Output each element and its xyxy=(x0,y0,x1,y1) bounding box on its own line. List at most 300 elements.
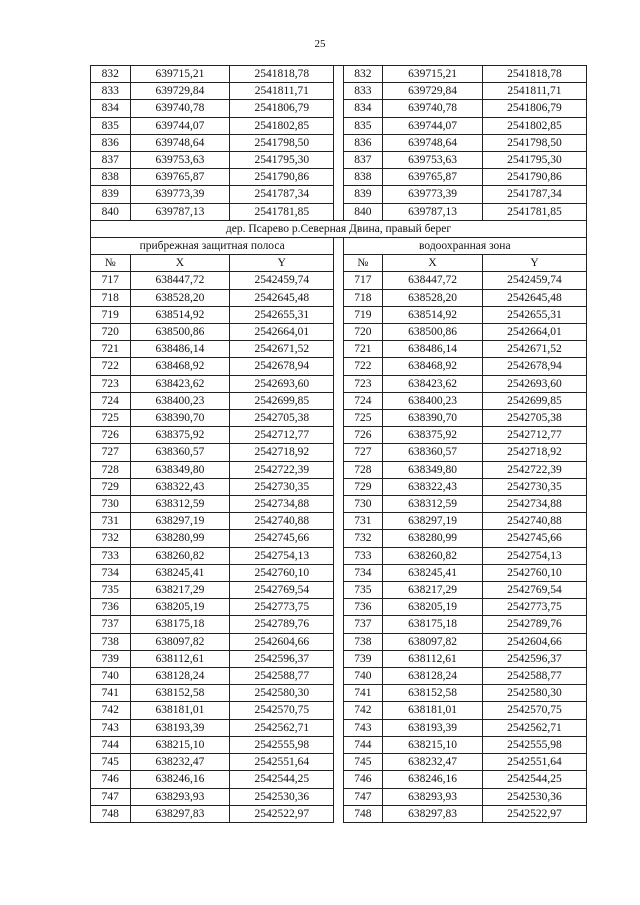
table-row xyxy=(91,805,587,822)
point-number-right: 839 xyxy=(343,186,383,203)
column-gap xyxy=(334,685,343,702)
y-coordinate-left: 2542570,75 xyxy=(230,702,334,719)
y-coordinate-left: 2542678,94 xyxy=(230,358,334,375)
x-coordinate-left: 638260,82 xyxy=(130,547,230,564)
right-section-label: водоохранная зона xyxy=(343,238,586,255)
table-row xyxy=(91,616,587,633)
x-coordinate-left: 638215,10 xyxy=(130,736,230,753)
y-coordinate-right: 2542655,31 xyxy=(482,306,586,323)
y-coordinate-right: 2542678,94 xyxy=(482,358,586,375)
header-num-left: № xyxy=(91,255,131,272)
x-coordinate-left: 638390,70 xyxy=(130,410,230,427)
y-coordinate-left: 2542459,74 xyxy=(230,272,334,289)
table-row xyxy=(91,169,587,186)
x-coordinate-right: 638260,82 xyxy=(383,547,483,564)
y-coordinate-right: 2542705,38 xyxy=(482,410,586,427)
y-coordinate-right: 2542730,35 xyxy=(482,478,586,495)
column-gap xyxy=(334,650,343,667)
x-coordinate-right: 638181,01 xyxy=(383,702,483,719)
x-coordinate-left: 638360,57 xyxy=(130,444,230,461)
x-coordinate-left: 639753,63 xyxy=(130,152,230,169)
x-coordinate-right: 638232,47 xyxy=(383,754,483,771)
y-coordinate-left: 2542664,01 xyxy=(230,324,334,341)
table-row xyxy=(91,788,587,805)
y-coordinate-right: 2542699,85 xyxy=(482,392,586,409)
x-coordinate-right: 638312,59 xyxy=(383,496,483,513)
column-gap xyxy=(334,547,343,564)
point-number-right: 736 xyxy=(343,599,383,616)
y-coordinate-right: 2541798,50 xyxy=(482,134,586,151)
point-number-right: 720 xyxy=(343,324,383,341)
x-coordinate-left: 639765,87 xyxy=(130,169,230,186)
y-coordinate-right: 2542769,54 xyxy=(482,582,586,599)
x-coordinate-right: 638423,62 xyxy=(383,375,483,392)
point-number-right: 832 xyxy=(343,66,383,83)
point-number-left: 839 xyxy=(91,186,131,203)
header-x-left: X xyxy=(130,255,230,272)
point-number-right: 734 xyxy=(343,564,383,581)
y-coordinate-left: 2542699,85 xyxy=(230,392,334,409)
y-coordinate-right: 2542551,64 xyxy=(482,754,586,771)
table-row xyxy=(91,685,587,702)
x-coordinate-right: 638400,23 xyxy=(383,392,483,409)
table-row xyxy=(91,736,587,753)
x-coordinate-right: 639773,39 xyxy=(383,186,483,203)
column-gap xyxy=(334,306,343,323)
x-coordinate-left: 639787,13 xyxy=(130,203,230,220)
coordinates-table xyxy=(90,65,587,823)
table-row xyxy=(91,117,587,134)
point-number-right: 836 xyxy=(343,134,383,151)
y-coordinate-left: 2542544,25 xyxy=(230,771,334,788)
point-number-left: 742 xyxy=(91,702,131,719)
column-gap xyxy=(334,719,343,736)
coordinates-sheet xyxy=(90,65,587,823)
x-coordinate-right: 638293,93 xyxy=(383,788,483,805)
table-row xyxy=(91,83,587,100)
column-gap xyxy=(334,427,343,444)
point-number-left: 743 xyxy=(91,719,131,736)
x-coordinate-left: 638514,92 xyxy=(130,306,230,323)
table-row xyxy=(91,771,587,788)
x-coordinate-left: 638205,19 xyxy=(130,599,230,616)
point-number-left: 717 xyxy=(91,272,131,289)
point-number-right: 719 xyxy=(343,306,383,323)
point-number-right: 718 xyxy=(343,289,383,306)
point-number-right: 740 xyxy=(343,668,383,685)
page-number: 25 xyxy=(314,38,326,50)
point-number-right: 742 xyxy=(343,702,383,719)
point-number-right: 745 xyxy=(343,754,383,771)
point-number-right: 725 xyxy=(343,410,383,427)
point-number-right: 840 xyxy=(343,203,383,220)
x-coordinate-right: 638297,83 xyxy=(383,805,483,822)
y-coordinate-right: 2542754,13 xyxy=(482,547,586,564)
y-coordinate-right: 2542580,30 xyxy=(482,685,586,702)
y-coordinate-right: 2542555,98 xyxy=(482,736,586,753)
y-coordinate-right: 2542740,88 xyxy=(482,513,586,530)
point-number-left: 722 xyxy=(91,358,131,375)
left-section-label: прибрежная защитная полоса xyxy=(91,238,334,255)
x-coordinate-left: 639744,07 xyxy=(130,117,230,134)
y-coordinate-right: 2542789,76 xyxy=(482,616,586,633)
column-gap xyxy=(334,788,343,805)
y-coordinate-right: 2541818,78 xyxy=(482,66,586,83)
point-number-left: 832 xyxy=(91,66,131,83)
y-coordinate-left: 2542712,77 xyxy=(230,427,334,444)
column-gap xyxy=(334,599,343,616)
point-number-left: 748 xyxy=(91,805,131,822)
column-gap xyxy=(334,564,343,581)
point-number-right: 739 xyxy=(343,650,383,667)
x-coordinate-right: 639740,78 xyxy=(383,100,483,117)
point-number-left: 735 xyxy=(91,582,131,599)
x-coordinate-right: 638514,92 xyxy=(383,306,483,323)
header-num-right: № xyxy=(343,255,383,272)
y-coordinate-right: 2542562,71 xyxy=(482,719,586,736)
y-coordinate-left: 2542604,66 xyxy=(230,633,334,650)
column-gap xyxy=(334,702,343,719)
y-coordinate-right: 2542718,92 xyxy=(482,444,586,461)
table-row xyxy=(91,186,587,203)
y-coordinate-left: 2542718,92 xyxy=(230,444,334,461)
x-coordinate-left: 638528,20 xyxy=(130,289,230,306)
table-row xyxy=(91,324,587,341)
point-number-left: 730 xyxy=(91,496,131,513)
section-header xyxy=(91,220,587,272)
x-coordinate-left: 638297,19 xyxy=(130,513,230,530)
point-number-right: 726 xyxy=(343,427,383,444)
column-gap xyxy=(334,100,343,117)
y-coordinate-left: 2541806,79 xyxy=(230,100,334,117)
y-coordinate-left: 2542705,38 xyxy=(230,410,334,427)
table-row xyxy=(91,513,587,530)
column-gap xyxy=(334,668,343,685)
x-coordinate-left: 638217,29 xyxy=(130,582,230,599)
column-gap xyxy=(334,633,343,650)
column-gap xyxy=(334,461,343,478)
y-coordinate-left: 2542588,77 xyxy=(230,668,334,685)
x-coordinate-left: 638468,92 xyxy=(130,358,230,375)
table-row xyxy=(91,134,587,151)
x-coordinate-right: 638112,61 xyxy=(383,650,483,667)
x-coordinate-left: 638293,93 xyxy=(130,788,230,805)
point-number-right: 744 xyxy=(343,736,383,753)
point-number-left: 718 xyxy=(91,289,131,306)
y-coordinate-left: 2541818,78 xyxy=(230,66,334,83)
table-row xyxy=(91,66,587,83)
point-number-right: 838 xyxy=(343,169,383,186)
x-coordinate-right: 638205,19 xyxy=(383,599,483,616)
point-number-right: 743 xyxy=(343,719,383,736)
y-coordinate-right: 2542570,75 xyxy=(482,702,586,719)
point-number-left: 838 xyxy=(91,169,131,186)
column-gap xyxy=(334,805,343,822)
x-coordinate-left: 638312,59 xyxy=(130,496,230,513)
y-coordinate-left: 2542555,98 xyxy=(230,736,334,753)
column-gap xyxy=(334,375,343,392)
y-coordinate-left: 2542760,10 xyxy=(230,564,334,581)
x-coordinate-right: 638528,20 xyxy=(383,289,483,306)
y-coordinate-right: 2542459,74 xyxy=(482,272,586,289)
y-coordinate-left: 2542693,60 xyxy=(230,375,334,392)
header-x-right: X xyxy=(383,255,483,272)
column-gap xyxy=(334,341,343,358)
y-coordinate-right: 2542596,37 xyxy=(482,650,586,667)
table-row xyxy=(91,341,587,358)
y-coordinate-left: 2541787,34 xyxy=(230,186,334,203)
x-coordinate-left: 638400,23 xyxy=(130,392,230,409)
bottom-rows xyxy=(91,272,587,823)
point-number-left: 731 xyxy=(91,513,131,530)
x-coordinate-left: 639729,84 xyxy=(130,83,230,100)
point-number-left: 837 xyxy=(91,152,131,169)
y-coordinate-right: 2542712,77 xyxy=(482,427,586,444)
x-coordinate-left: 638322,43 xyxy=(130,478,230,495)
column-gap xyxy=(334,238,343,255)
y-coordinate-left: 2542730,35 xyxy=(230,478,334,495)
x-coordinate-right: 639748,64 xyxy=(383,134,483,151)
point-number-right: 748 xyxy=(343,805,383,822)
x-coordinate-right: 638175,18 xyxy=(383,616,483,633)
table-row xyxy=(91,582,587,599)
point-number-right: 728 xyxy=(343,461,383,478)
table-row xyxy=(91,564,587,581)
table-row xyxy=(91,668,587,685)
column-gap xyxy=(334,152,343,169)
y-coordinate-right: 2541802,85 xyxy=(482,117,586,134)
x-coordinate-left: 639773,39 xyxy=(130,186,230,203)
column-gap xyxy=(334,410,343,427)
point-number-left: 835 xyxy=(91,117,131,134)
x-coordinate-left: 638447,72 xyxy=(130,272,230,289)
table-row xyxy=(91,754,587,771)
x-coordinate-right: 638097,82 xyxy=(383,633,483,650)
point-number-right: 723 xyxy=(343,375,383,392)
point-number-left: 733 xyxy=(91,547,131,564)
point-number-left: 745 xyxy=(91,754,131,771)
column-gap xyxy=(334,186,343,203)
x-coordinate-right: 638217,29 xyxy=(383,582,483,599)
point-number-right: 724 xyxy=(343,392,383,409)
point-number-left: 740 xyxy=(91,668,131,685)
y-coordinate-right: 2542604,66 xyxy=(482,633,586,650)
x-coordinate-left: 638500,86 xyxy=(130,324,230,341)
column-gap xyxy=(334,530,343,547)
x-coordinate-left: 638181,01 xyxy=(130,702,230,719)
point-number-left: 724 xyxy=(91,392,131,409)
point-number-right: 721 xyxy=(343,341,383,358)
x-coordinate-right: 638360,57 xyxy=(383,444,483,461)
x-coordinate-right: 639765,87 xyxy=(383,169,483,186)
x-coordinate-right: 639729,84 xyxy=(383,83,483,100)
y-coordinate-right: 2542671,52 xyxy=(482,341,586,358)
y-coordinate-left: 2542562,71 xyxy=(230,719,334,736)
y-coordinate-left: 2542530,36 xyxy=(230,788,334,805)
point-number-right: 732 xyxy=(343,530,383,547)
table-row xyxy=(91,392,587,409)
table-row xyxy=(91,702,587,719)
point-number-left: 732 xyxy=(91,530,131,547)
table-row xyxy=(91,547,587,564)
x-coordinate-left: 638349,80 xyxy=(130,461,230,478)
column-gap xyxy=(334,754,343,771)
header-y-left: Y xyxy=(230,255,334,272)
column-gap xyxy=(334,513,343,530)
column-gap xyxy=(334,392,343,409)
y-coordinate-left: 2541795,30 xyxy=(230,152,334,169)
table-row xyxy=(91,599,587,616)
x-coordinate-right: 638246,16 xyxy=(383,771,483,788)
x-coordinate-right: 638486,14 xyxy=(383,341,483,358)
point-number-right: 729 xyxy=(343,478,383,495)
x-coordinate-left: 638097,82 xyxy=(130,633,230,650)
point-number-right: 735 xyxy=(343,582,383,599)
column-gap xyxy=(334,358,343,375)
y-coordinate-right: 2542588,77 xyxy=(482,668,586,685)
y-coordinate-left: 2542769,54 xyxy=(230,582,334,599)
y-coordinate-left: 2542580,30 xyxy=(230,685,334,702)
x-coordinate-left: 639715,21 xyxy=(130,66,230,83)
point-number-right: 834 xyxy=(343,100,383,117)
y-coordinate-right: 2542773,75 xyxy=(482,599,586,616)
table-row xyxy=(91,461,587,478)
table-row xyxy=(91,152,587,169)
point-number-left: 737 xyxy=(91,616,131,633)
point-number-right: 833 xyxy=(343,83,383,100)
y-coordinate-right: 2541787,34 xyxy=(482,186,586,203)
x-coordinate-right: 638322,43 xyxy=(383,478,483,495)
x-coordinate-right: 638447,72 xyxy=(383,272,483,289)
y-coordinate-right: 2542544,25 xyxy=(482,771,586,788)
y-coordinate-left: 2542645,48 xyxy=(230,289,334,306)
point-number-left: 727 xyxy=(91,444,131,461)
table-row xyxy=(91,650,587,667)
column-gap xyxy=(334,289,343,306)
x-coordinate-right: 638375,92 xyxy=(383,427,483,444)
column-gap xyxy=(334,736,343,753)
column-gap xyxy=(334,444,343,461)
table-row xyxy=(91,272,587,289)
y-coordinate-left: 2541802,85 xyxy=(230,117,334,134)
y-coordinate-right: 2542664,01 xyxy=(482,324,586,341)
point-number-right: 717 xyxy=(343,272,383,289)
x-coordinate-right: 638128,24 xyxy=(383,668,483,685)
column-gap xyxy=(334,324,343,341)
y-coordinate-right: 2542760,10 xyxy=(482,564,586,581)
point-number-left: 734 xyxy=(91,564,131,581)
column-gap xyxy=(334,255,343,272)
point-number-left: 834 xyxy=(91,100,131,117)
y-coordinate-right: 2542645,48 xyxy=(482,289,586,306)
y-coordinate-right: 2542693,60 xyxy=(482,375,586,392)
y-coordinate-right: 2541795,30 xyxy=(482,152,586,169)
x-coordinate-left: 638175,18 xyxy=(130,616,230,633)
y-coordinate-left: 2541781,85 xyxy=(230,203,334,220)
x-coordinate-left: 638112,61 xyxy=(130,650,230,667)
table-row xyxy=(91,478,587,495)
point-number-right: 741 xyxy=(343,685,383,702)
point-number-right: 727 xyxy=(343,444,383,461)
x-coordinate-right: 638193,39 xyxy=(383,719,483,736)
column-gap xyxy=(334,616,343,633)
y-coordinate-right: 2542722,39 xyxy=(482,461,586,478)
x-coordinate-left: 638375,92 xyxy=(130,427,230,444)
x-coordinate-right: 639787,13 xyxy=(383,203,483,220)
y-coordinate-left: 2542522,97 xyxy=(230,805,334,822)
x-coordinate-right: 638468,92 xyxy=(383,358,483,375)
table-row xyxy=(91,375,587,392)
column-gap xyxy=(334,771,343,788)
x-coordinate-left: 638232,47 xyxy=(130,754,230,771)
x-coordinate-right: 639715,21 xyxy=(383,66,483,83)
x-coordinate-right: 638152,58 xyxy=(383,685,483,702)
point-number-right: 837 xyxy=(343,152,383,169)
point-number-right: 747 xyxy=(343,788,383,805)
point-number-left: 726 xyxy=(91,427,131,444)
table-row xyxy=(91,203,587,220)
column-gap xyxy=(334,169,343,186)
x-coordinate-right: 639753,63 xyxy=(383,152,483,169)
y-coordinate-right: 2541811,71 xyxy=(482,83,586,100)
y-coordinate-left: 2542745,66 xyxy=(230,530,334,547)
x-coordinate-left: 638280,99 xyxy=(130,530,230,547)
table-row xyxy=(91,530,587,547)
y-coordinate-left: 2542789,76 xyxy=(230,616,334,633)
y-coordinate-left: 2542722,39 xyxy=(230,461,334,478)
point-number-left: 833 xyxy=(91,83,131,100)
point-number-right: 738 xyxy=(343,633,383,650)
point-number-left: 719 xyxy=(91,306,131,323)
point-number-left: 728 xyxy=(91,461,131,478)
y-coordinate-left: 2542773,75 xyxy=(230,599,334,616)
y-coordinate-right: 2542745,66 xyxy=(482,530,586,547)
y-coordinate-left: 2541798,50 xyxy=(230,134,334,151)
point-number-left: 723 xyxy=(91,375,131,392)
y-coordinate-left: 2542596,37 xyxy=(230,650,334,667)
y-coordinate-right: 2541806,79 xyxy=(482,100,586,117)
point-number-right: 733 xyxy=(343,547,383,564)
point-number-right: 722 xyxy=(343,358,383,375)
table-row xyxy=(91,410,587,427)
y-coordinate-left: 2542671,52 xyxy=(230,341,334,358)
point-number-left: 746 xyxy=(91,771,131,788)
x-coordinate-left: 639740,78 xyxy=(130,100,230,117)
column-gap xyxy=(334,478,343,495)
table-row xyxy=(91,444,587,461)
point-number-left: 729 xyxy=(91,478,131,495)
y-coordinate-left: 2541790,86 xyxy=(230,169,334,186)
x-coordinate-left: 638486,14 xyxy=(130,341,230,358)
point-number-right: 737 xyxy=(343,616,383,633)
x-coordinate-right: 638297,19 xyxy=(383,513,483,530)
y-coordinate-left: 2542734,88 xyxy=(230,496,334,513)
point-number-left: 725 xyxy=(91,410,131,427)
table-row xyxy=(91,496,587,513)
x-coordinate-right: 638215,10 xyxy=(383,736,483,753)
point-number-left: 721 xyxy=(91,341,131,358)
header-y-right: Y xyxy=(482,255,586,272)
section-title: дер. Псарево р.Северная Двина, правый берег xyxy=(91,220,587,237)
point-number-left: 736 xyxy=(91,599,131,616)
y-coordinate-left: 2542740,88 xyxy=(230,513,334,530)
column-gap xyxy=(334,496,343,513)
point-number-left: 836 xyxy=(91,134,131,151)
point-number-right: 731 xyxy=(343,513,383,530)
table-row xyxy=(91,289,587,306)
y-coordinate-right: 2542734,88 xyxy=(482,496,586,513)
y-coordinate-left: 2542754,13 xyxy=(230,547,334,564)
